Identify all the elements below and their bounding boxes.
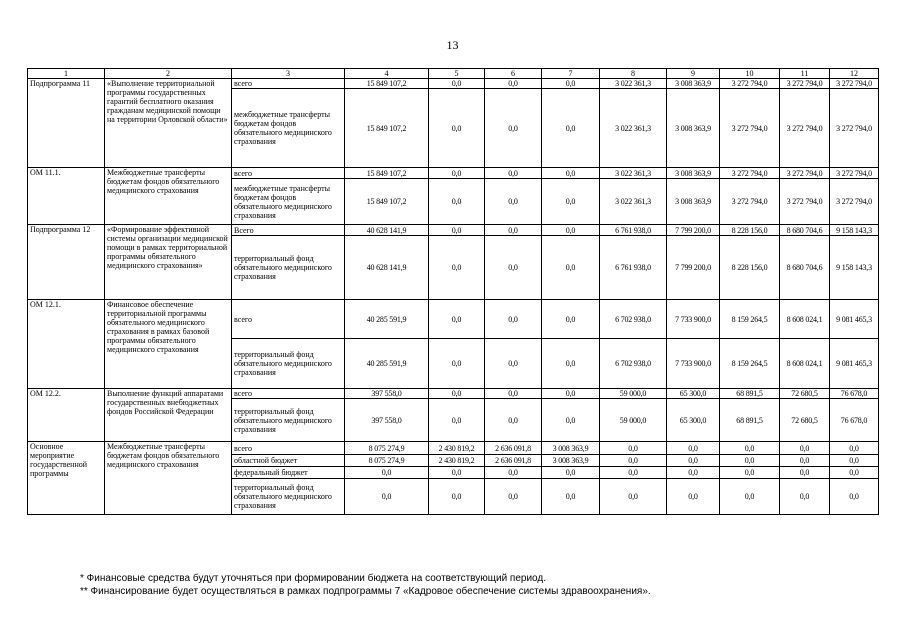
table-body bbox=[28, 69, 879, 515]
amount-cell: 15 849 107,2 bbox=[345, 179, 429, 225]
amount-cell: 76 678,0 bbox=[830, 399, 879, 442]
row-name: «Формирование эффективной системы организации медицинской помощи в рамках территориальной программы обязательного медицинского страхования» bbox=[105, 225, 232, 300]
amount-cell: 0,0 bbox=[429, 225, 485, 236]
amount-cell: 0,0 bbox=[830, 455, 879, 467]
funding-source: территориальный фонд обязательного медицинского страхования bbox=[232, 479, 345, 515]
amount-cell: 0,0 bbox=[485, 300, 542, 339]
amount-cell: 9 081 465,3 bbox=[830, 300, 879, 339]
amount-cell: 2 430 819,2 bbox=[429, 442, 485, 455]
amount-cell: 0,0 bbox=[485, 225, 542, 236]
row-name: Выполнение функций аппаратами государственных внебюджетных фондов Российской Федерации bbox=[105, 389, 232, 442]
column-header-7: 7 bbox=[542, 69, 600, 79]
amount-cell: 3 008 363,9 bbox=[667, 79, 720, 89]
funding-source: межбюджетные трансферты бюджетам фондов обязательного медицинского страхования bbox=[232, 89, 345, 168]
amount-cell: 0,0 bbox=[429, 79, 485, 89]
amount-cell: 0,0 bbox=[542, 225, 600, 236]
amount-cell: 0,0 bbox=[780, 479, 830, 515]
funding-source: областной бюджет bbox=[232, 455, 345, 467]
row-code: Основное мероприятие государственной программы bbox=[28, 442, 105, 515]
table-row bbox=[28, 442, 879, 455]
amount-cell: 0,0 bbox=[542, 389, 600, 399]
amount-cell: 72 680,5 bbox=[780, 389, 830, 399]
row-name: Финансовое обеспечение территориальной программы обязательного медицинского страхования в рамках базовой программы обязательного медицинского страхования bbox=[105, 300, 232, 389]
amount-cell: 8 159 264,5 bbox=[720, 339, 780, 389]
row-code: Подпрограмма 12 bbox=[28, 225, 105, 300]
column-header-3: 3 bbox=[232, 69, 345, 79]
amount-cell: 7 733 900,0 bbox=[667, 300, 720, 339]
amount-cell: 40 285 591,9 bbox=[345, 300, 429, 339]
column-header-6: 6 bbox=[485, 69, 542, 79]
amount-cell: 8 608 024,1 bbox=[780, 339, 830, 389]
amount-cell: 397 558,0 bbox=[345, 399, 429, 442]
amount-cell: 15 849 107,2 bbox=[345, 89, 429, 168]
amount-cell: 0,0 bbox=[429, 339, 485, 389]
amount-cell: 72 680,5 bbox=[780, 399, 830, 442]
amount-cell: 3 272 794,0 bbox=[830, 179, 879, 225]
table-row bbox=[28, 79, 879, 89]
amount-cell: 3 272 794,0 bbox=[720, 168, 780, 179]
amount-cell: 6 702 938,0 bbox=[600, 339, 667, 389]
column-header-1: 1 bbox=[28, 69, 105, 79]
amount-cell: 9 158 143,3 bbox=[830, 225, 879, 236]
amount-cell: 6 761 938,0 bbox=[600, 236, 667, 300]
amount-cell: 0,0 bbox=[542, 339, 600, 389]
amount-cell: 397 558,0 bbox=[345, 389, 429, 399]
funding-source: территориальный фонд обязательного медицинского страхования bbox=[232, 399, 345, 442]
amount-cell: 0,0 bbox=[780, 467, 830, 479]
amount-cell: 0,0 bbox=[542, 179, 600, 225]
amount-cell: 0,0 bbox=[485, 89, 542, 168]
amount-cell: 3 008 363,9 bbox=[667, 168, 720, 179]
column-header-5: 5 bbox=[429, 69, 485, 79]
amount-cell: 0,0 bbox=[485, 179, 542, 225]
funding-source: всего bbox=[232, 168, 345, 179]
amount-cell: 59 000,0 bbox=[600, 399, 667, 442]
amount-cell: 65 300,0 bbox=[667, 399, 720, 442]
amount-cell: 0,0 bbox=[429, 236, 485, 300]
amount-cell: 8 075 274,9 bbox=[345, 442, 429, 455]
amount-cell: 0,0 bbox=[429, 168, 485, 179]
amount-cell: 0,0 bbox=[542, 479, 600, 515]
funding-source: межбюджетные трансферты бюджетам фондов обязательного медицинского страхования bbox=[232, 179, 345, 225]
amount-cell: 68 891,5 bbox=[720, 399, 780, 442]
row-name: Межбюджетные трансферты бюджетам фондов обязательного медицинского страхования bbox=[105, 442, 232, 515]
amount-cell: 3 272 794,0 bbox=[780, 79, 830, 89]
amount-cell: 3 272 794,0 bbox=[830, 168, 879, 179]
amount-cell: 15 849 107,2 bbox=[345, 79, 429, 89]
amount-cell: 0,0 bbox=[485, 389, 542, 399]
amount-cell: 6 761 938,0 bbox=[600, 225, 667, 236]
amount-cell: 3 272 794,0 bbox=[780, 89, 830, 168]
amount-cell: 3 272 794,0 bbox=[780, 179, 830, 225]
amount-cell: 65 300,0 bbox=[667, 389, 720, 399]
amount-cell: 0,0 bbox=[720, 442, 780, 455]
amount-cell: 0,0 bbox=[429, 300, 485, 339]
funding-source: территориальный фонд обязательного медицинского страхования bbox=[232, 339, 345, 389]
amount-cell: 0,0 bbox=[667, 479, 720, 515]
amount-cell: 9 081 465,3 bbox=[830, 339, 879, 389]
column-header-10: 10 bbox=[720, 69, 780, 79]
amount-cell: 40 285 591,9 bbox=[345, 339, 429, 389]
row-name: «Выполнение территориальной программы государственных гарантий бесплатного оказания гражданам медицинской помощи на территории Орловской области» bbox=[105, 79, 232, 168]
column-header-2: 2 bbox=[105, 69, 232, 79]
amount-cell: 0,0 bbox=[485, 479, 542, 515]
amount-cell: 0,0 bbox=[667, 467, 720, 479]
amount-cell: 8 159 264,5 bbox=[720, 300, 780, 339]
amount-cell: 3 272 794,0 bbox=[780, 168, 830, 179]
amount-cell: 0,0 bbox=[429, 479, 485, 515]
amount-cell: 2 430 819,2 bbox=[429, 455, 485, 467]
funding-source: территориальный фонд обязательного медицинского страхования bbox=[232, 236, 345, 300]
amount-cell: 0,0 bbox=[667, 455, 720, 467]
amount-cell: 8 680 704,6 bbox=[780, 225, 830, 236]
amount-cell: 0,0 bbox=[600, 455, 667, 467]
amount-cell: 3 272 794,0 bbox=[830, 89, 879, 168]
amount-cell: 0,0 bbox=[542, 89, 600, 168]
amount-cell: 0,0 bbox=[429, 389, 485, 399]
amount-cell: 0,0 bbox=[720, 455, 780, 467]
amount-cell: 0,0 bbox=[485, 399, 542, 442]
page-number: 13 bbox=[446, 38, 459, 52]
amount-cell: 0,0 bbox=[600, 479, 667, 515]
amount-cell: 3 008 363,9 bbox=[667, 179, 720, 225]
table-row bbox=[28, 225, 879, 236]
amount-cell: 0,0 bbox=[429, 89, 485, 168]
table-row bbox=[28, 389, 879, 399]
amount-cell: 8 608 024,1 bbox=[780, 300, 830, 339]
column-header-11: 11 bbox=[780, 69, 830, 79]
amount-cell: 7 799 200,0 bbox=[667, 225, 720, 236]
amount-cell: 8 228 156,0 bbox=[720, 225, 780, 236]
amount-cell: 9 158 143,3 bbox=[830, 236, 879, 300]
funding-source: всего bbox=[232, 300, 345, 339]
amount-cell: 3 022 361,3 bbox=[600, 89, 667, 168]
amount-cell: 3 022 361,3 bbox=[600, 79, 667, 89]
amount-cell: 3 008 363,9 bbox=[667, 89, 720, 168]
amount-cell: 0,0 bbox=[485, 339, 542, 389]
row-code: ОМ 12.1. bbox=[28, 300, 105, 389]
footnote-1: * Финансовые средства будут уточняться при формировании бюджета на соответствующий период. bbox=[80, 573, 547, 584]
amount-cell: 0,0 bbox=[485, 168, 542, 179]
amount-cell: 0,0 bbox=[780, 455, 830, 467]
amount-cell: 0,0 bbox=[780, 442, 830, 455]
amount-cell: 40 628 141,9 bbox=[345, 236, 429, 300]
table-row bbox=[28, 300, 879, 339]
amount-cell: 0,0 bbox=[429, 467, 485, 479]
funding-source: федеральный бюджет bbox=[232, 467, 345, 479]
amount-cell: 0,0 bbox=[542, 399, 600, 442]
amount-cell: 2 636 091,8 bbox=[485, 442, 542, 455]
amount-cell: 3 008 363,9 bbox=[542, 442, 600, 455]
amount-cell: 3 022 361,3 bbox=[600, 179, 667, 225]
amount-cell: 8 228 156,0 bbox=[720, 236, 780, 300]
column-header-4: 4 bbox=[345, 69, 429, 79]
column-header-9: 9 bbox=[667, 69, 720, 79]
amount-cell: 3 272 794,0 bbox=[720, 89, 780, 168]
funding-source: Всего bbox=[232, 225, 345, 236]
table-header-row bbox=[28, 69, 879, 79]
amount-cell: 0,0 bbox=[667, 442, 720, 455]
table-row bbox=[28, 168, 879, 179]
amount-cell: 0,0 bbox=[720, 479, 780, 515]
amount-cell: 3 022 361,3 bbox=[600, 168, 667, 179]
amount-cell: 7 733 900,0 bbox=[667, 339, 720, 389]
amount-cell: 0,0 bbox=[485, 79, 542, 89]
amount-cell: 2 636 091,8 bbox=[485, 455, 542, 467]
amount-cell: 7 799 200,0 bbox=[667, 236, 720, 300]
amount-cell: 0,0 bbox=[542, 467, 600, 479]
amount-cell: 0,0 bbox=[830, 467, 879, 479]
financing-table bbox=[27, 68, 879, 515]
amount-cell: 0,0 bbox=[345, 479, 429, 515]
amount-cell: 6 702 938,0 bbox=[600, 300, 667, 339]
amount-cell: 0,0 bbox=[429, 399, 485, 442]
amount-cell: 8 680 704,6 bbox=[780, 236, 830, 300]
amount-cell: 3 272 794,0 bbox=[720, 179, 780, 225]
amount-cell: 3 272 794,0 bbox=[830, 79, 879, 89]
amount-cell: 59 000,0 bbox=[600, 389, 667, 399]
amount-cell: 0,0 bbox=[429, 179, 485, 225]
amount-cell: 40 628 141,9 bbox=[345, 225, 429, 236]
amount-cell: 0,0 bbox=[542, 79, 600, 89]
amount-cell: 0,0 bbox=[830, 442, 879, 455]
amount-cell: 8 075 274,9 bbox=[345, 455, 429, 467]
amount-cell: 0,0 bbox=[542, 300, 600, 339]
amount-cell: 15 849 107,2 bbox=[345, 168, 429, 179]
row-code: ОМ 12.2. bbox=[28, 389, 105, 442]
amount-cell: 0,0 bbox=[542, 236, 600, 300]
column-header-12: 12 bbox=[830, 69, 879, 79]
amount-cell: 0,0 bbox=[485, 236, 542, 300]
amount-cell: 0,0 bbox=[830, 479, 879, 515]
column-header-8: 8 bbox=[600, 69, 667, 79]
amount-cell: 76 678,0 bbox=[830, 389, 879, 399]
amount-cell: 0,0 bbox=[600, 467, 667, 479]
amount-cell: 3 272 794,0 bbox=[720, 79, 780, 89]
row-code: Подпрограмма 11 bbox=[28, 79, 105, 168]
amount-cell: 0,0 bbox=[485, 467, 542, 479]
footnote-2: ** Финансирование будет осуществляться в рамках подпрограммы 7 «Кадровое обеспечение системы здравоохранения». bbox=[80, 586, 651, 597]
amount-cell: 3 008 363,9 bbox=[542, 455, 600, 467]
row-name: Межбюджетные трансферты бюджетам фондов обязательного медицинского страхования bbox=[105, 168, 232, 225]
amount-cell: 0,0 bbox=[720, 467, 780, 479]
funding-source: всего bbox=[232, 389, 345, 399]
funding-source: всего bbox=[232, 79, 345, 89]
row-code: ОМ 11.1. bbox=[28, 168, 105, 225]
amount-cell: 68 891,5 bbox=[720, 389, 780, 399]
amount-cell: 0,0 bbox=[600, 442, 667, 455]
amount-cell: 0,0 bbox=[345, 467, 429, 479]
funding-source: всего bbox=[232, 442, 345, 455]
amount-cell: 0,0 bbox=[542, 168, 600, 179]
